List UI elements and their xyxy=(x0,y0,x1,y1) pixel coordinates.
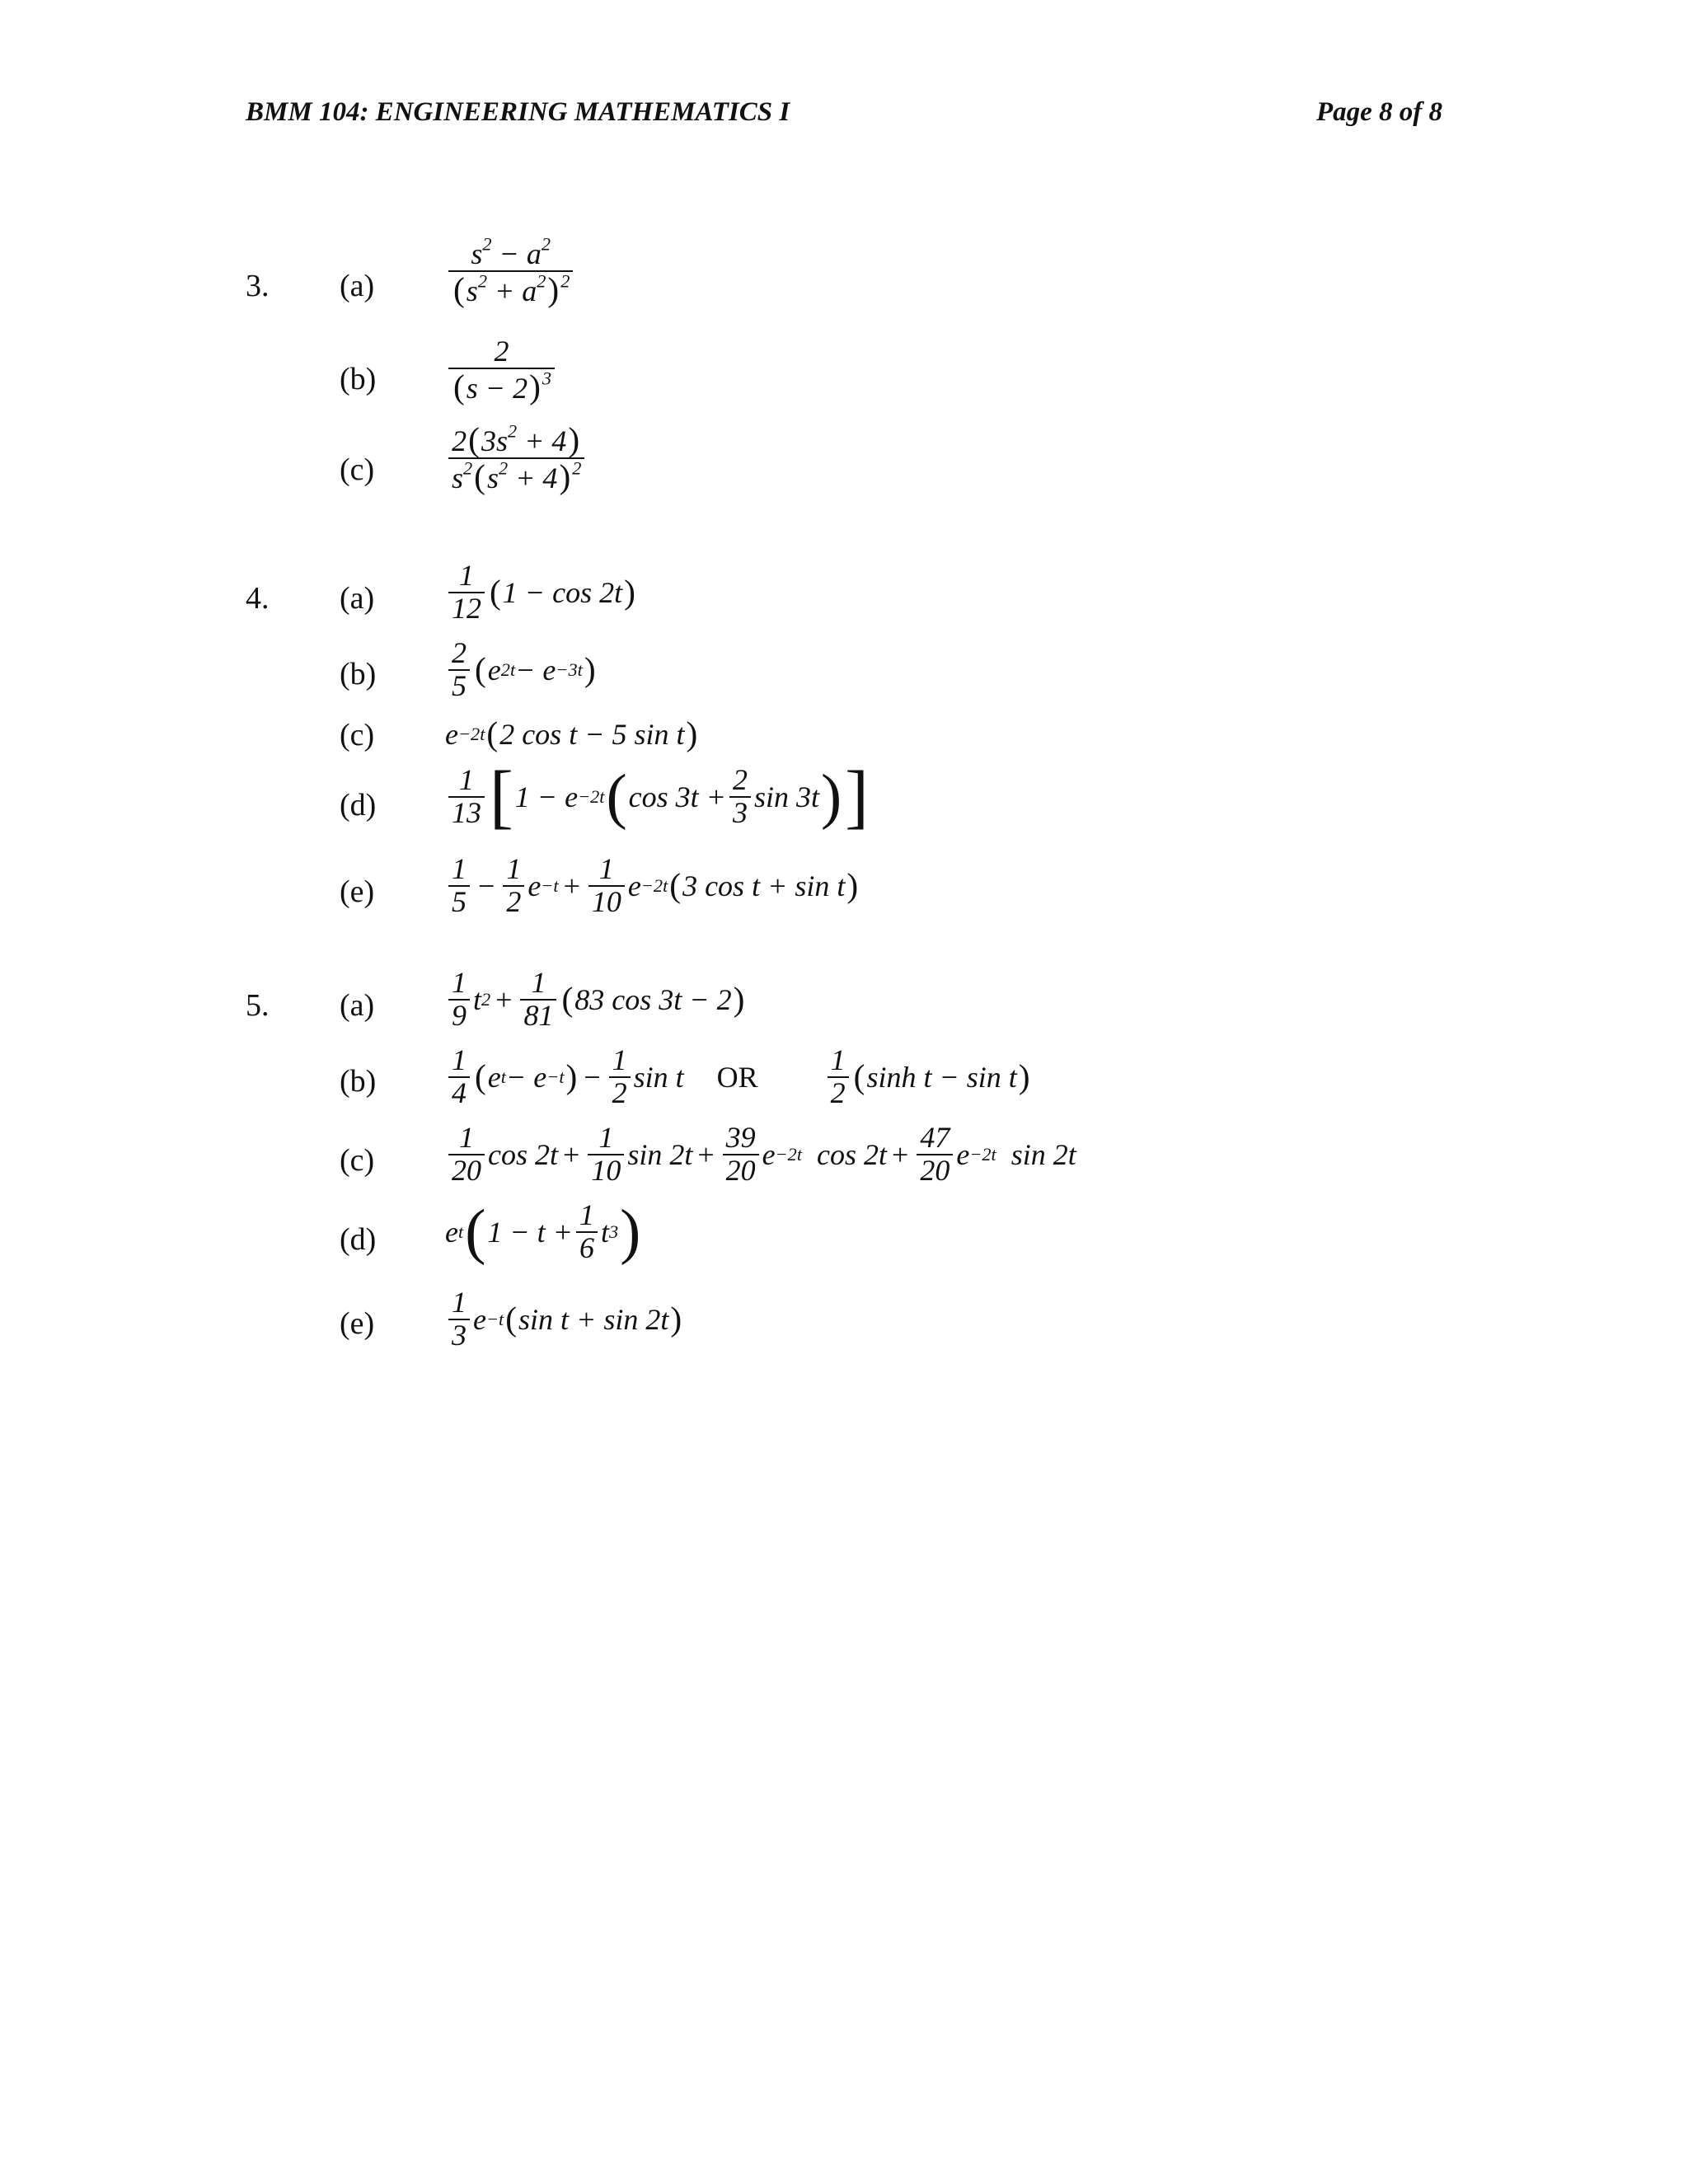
part-label: (d) xyxy=(340,788,377,823)
part-label: (c) xyxy=(340,452,375,487)
part-label: (b) xyxy=(340,1064,377,1099)
question-number: 4. xyxy=(246,581,270,616)
answer-5e: $\frac{1}{3}$ e −t ( sin t + sin 2t ) xyxy=(445,1287,683,1352)
part-label: (a) xyxy=(340,269,375,303)
answer-5a: $\frac{1}{9}$ t 2 + $\frac{1}{81}$ ( 83 cos 3t − 2 ) xyxy=(445,968,746,1032)
part-label: (b) xyxy=(340,657,377,691)
part-label: (e) xyxy=(340,874,375,909)
answer-4d: $\frac{1}{13}$ [ 1 − e −2t ( cos 3t + $\frac{2}{3}$ sin 3t ) ] xyxy=(445,765,870,829)
part-label: (e) xyxy=(340,1306,375,1341)
answer-5c: $\frac{1}{20}$ cos 2t + $\frac{1}{10}$ sin 2t + $\frac{39}{20}$ e −2t cos 2t + $\frac{47}{20}$ e −2t sin 2t xyxy=(445,1122,1076,1187)
course-title: BMM 104: ENGINEERING MATHEMATICS I xyxy=(246,97,790,127)
answer-3a: $\frac{s^2 - a^2}{(s^2 + a^2)^2}$ xyxy=(445,239,576,307)
answer-3c: $\frac{2(3s^2 + 4)}{s^2(s^2 + 4)^2}$ xyxy=(445,422,588,495)
part-label: (c) xyxy=(340,1143,375,1178)
answer-5b: $\frac{1}{4}$ ( e t − e −t ) − $\frac{1}{2}$ sin t OR $\frac{1}{2}$ ( sinh t − sin t ) xyxy=(445,1045,1032,1109)
answer-5d: e t ( 1 − t + $\frac{1}{6}$ t 3 ) xyxy=(445,1197,641,1266)
question-number: 5. xyxy=(246,988,270,1023)
part-label: (d) xyxy=(340,1222,377,1257)
part-label: (b) xyxy=(340,362,377,396)
question-number: 3. xyxy=(246,269,270,303)
answer-4a: $\frac{1}{12}$ ( 1 − cos 2t ) xyxy=(445,560,637,625)
answer-4e: $\frac{1}{5}$ − $\frac{1}{2}$ e −t + $\frac{1}{10}$ e −2t ( 3 cos t + sin t ) xyxy=(445,854,860,918)
part-label: (c) xyxy=(340,718,375,752)
answer-3b: $\frac{2}{(s - 2)^3}$ xyxy=(445,336,558,405)
part-label: (a) xyxy=(340,988,375,1023)
answer-4b: $\frac{2}{5}$ ( e 2t − e −3t ) xyxy=(445,638,598,702)
answer-4c: e −2t ( 2 cos t − 5 sin t ) xyxy=(445,715,698,752)
page-number: Page 8 of 8 xyxy=(1315,97,1442,127)
part-label: (a) xyxy=(340,581,375,616)
or-text: OR xyxy=(716,1060,758,1094)
